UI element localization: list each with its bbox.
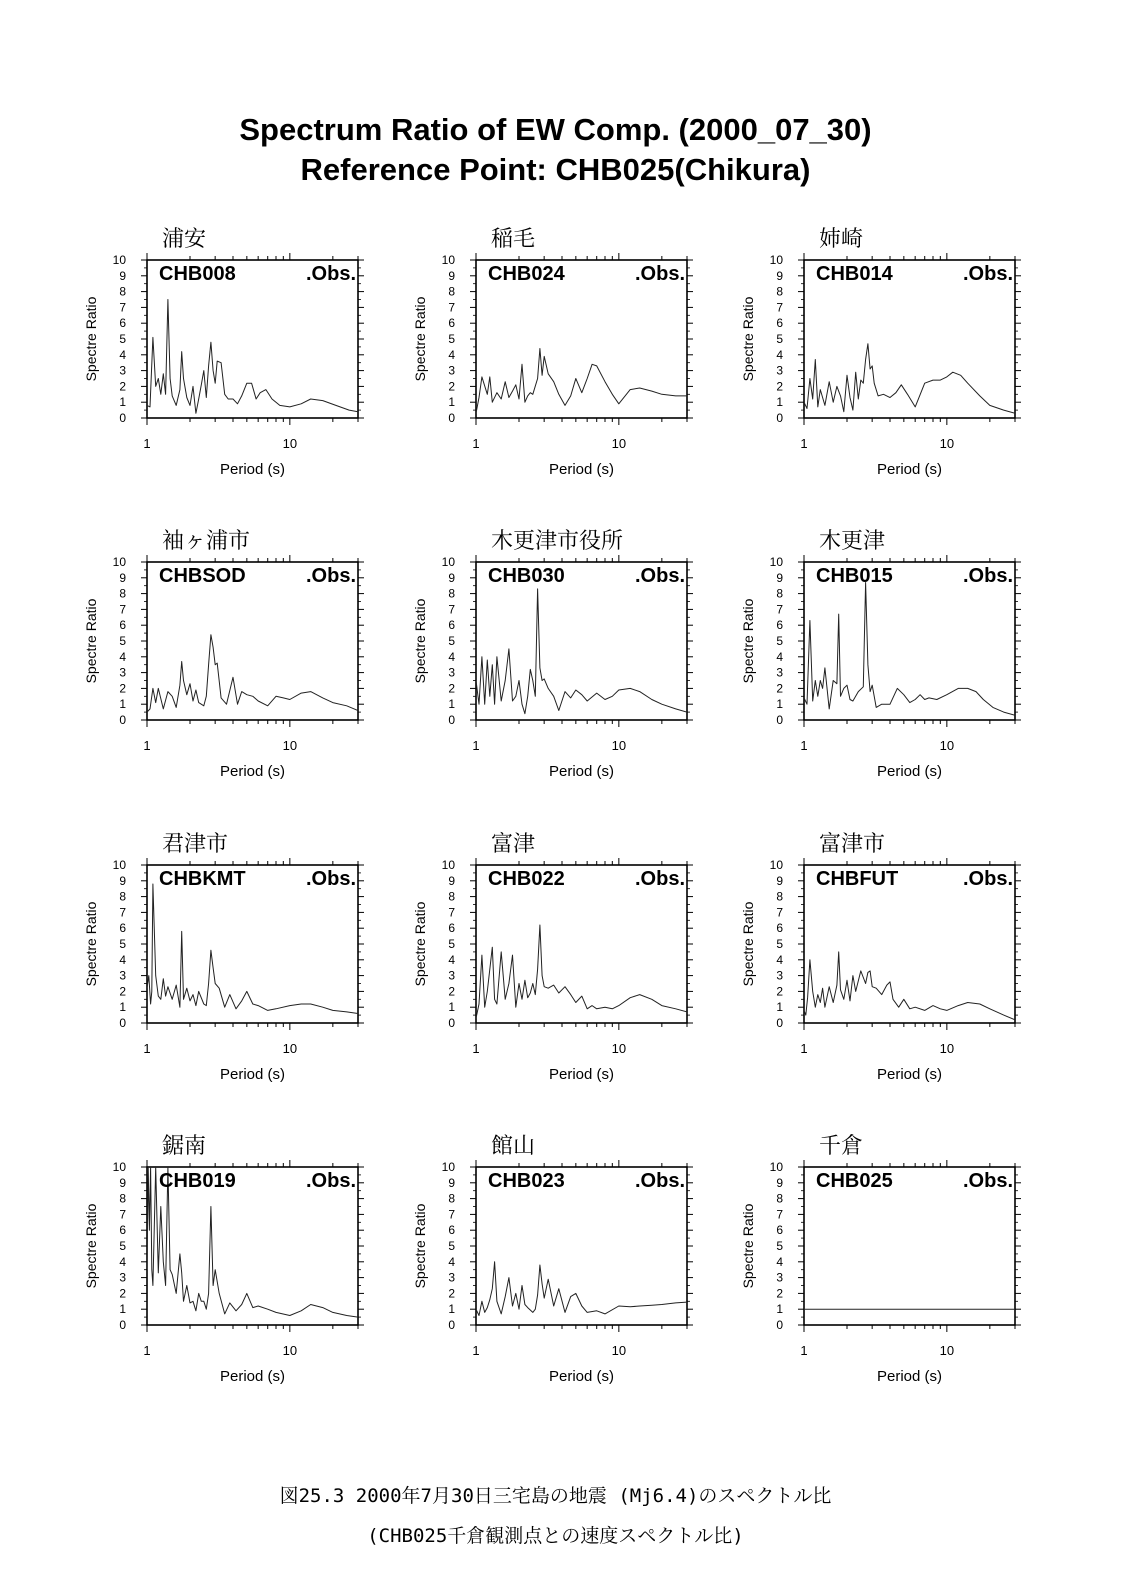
y-tick-label: 3 [448,665,455,680]
y-tick-label: 4 [776,347,783,362]
x-tick-label: 10 [611,436,627,451]
panel-place-name: 富津 [491,832,536,857]
station-code: CHB024 [488,263,565,285]
panel-place-name: 稲毛 [491,227,536,252]
y-axis-label: Spectre Ratio [412,296,428,382]
y-tick-label: 10 [769,253,783,267]
x-tick-label: 1 [143,738,151,753]
station-code: CHBKMT [159,868,246,890]
x-axis-label: Period (s) [219,1368,286,1385]
x-axis-label: Period (s) [219,763,286,780]
y-tick-label: 3 [448,968,455,983]
y-tick-label: 2 [776,379,783,394]
chart-panel [740,832,1021,1083]
chart-panel [740,227,1021,478]
y-axis-label: Spectre Ratio [83,1203,99,1289]
y-tick-label: 7 [776,1207,783,1222]
y-tick-label: 0 [119,1016,126,1030]
y-tick-label: 8 [448,1191,455,1206]
y-tick-label: 0 [448,713,455,727]
y-tick-label: 1 [119,697,126,712]
y-axis-label: Spectre Ratio [412,1203,428,1289]
x-axis-label: Period (s) [548,763,615,780]
chart-panel [412,832,693,1083]
y-tick-label: 6 [448,1223,455,1238]
y-tick-label: 7 [448,602,455,617]
chart-panel [412,529,693,780]
y-tick-label: 6 [119,618,126,633]
x-tick-label: 1 [472,738,480,753]
station-code: CHB025 [816,1170,893,1192]
x-axis-label: Period (s) [219,461,286,478]
y-tick-label: 1 [119,395,126,410]
y-tick-label: 4 [448,1254,455,1269]
y-tick-label: 9 [119,268,126,283]
y-tick-label: 9 [448,873,455,888]
spectrum-ratio-line [147,300,358,414]
x-tick-label: 1 [472,1343,480,1358]
x-tick-label: 1 [472,436,480,451]
x-axis-label: Period (s) [876,461,943,478]
y-tick-label: 1 [448,395,455,410]
y-tick-label: 7 [448,300,455,315]
y-tick-label: 4 [119,952,126,967]
y-tick-label: 9 [448,268,455,283]
y-tick-label: 3 [776,1270,783,1285]
y-tick-label: 4 [448,952,455,967]
y-tick-label: 6 [448,618,455,633]
y-tick-label: 2 [776,984,783,999]
obs-tag: .Obs. [305,565,356,587]
obs-tag: .Obs. [305,263,356,285]
chart-panel [740,1134,1021,1385]
y-tick-label: 8 [448,889,455,904]
y-tick-label: 8 [776,284,783,299]
y-axis-label: Spectre Ratio [740,598,756,684]
y-tick-label: 7 [448,905,455,920]
y-axis-label: Spectre Ratio [740,296,756,382]
x-tick-label: 1 [143,1041,151,1056]
y-axis-label: Spectre Ratio [83,901,99,987]
chart-panel [83,529,364,780]
y-tick-label: 10 [441,858,455,872]
y-tick-label: 5 [776,634,783,648]
y-tick-label: 7 [448,1207,455,1222]
y-tick-label: 7 [776,602,783,617]
y-tick-label: 4 [776,1254,783,1269]
obs-tag: .Obs. [305,868,356,890]
y-tick-label: 10 [441,555,455,569]
y-tick-label: 10 [769,555,783,569]
station-code: CHB008 [159,263,236,285]
station-code: CHB023 [488,1170,565,1192]
y-tick-label: 5 [119,332,126,346]
y-tick-label: 3 [776,968,783,983]
x-tick-label: 10 [282,1343,298,1358]
y-tick-label: 2 [448,681,455,696]
x-axis-label: Period (s) [876,1368,943,1385]
y-tick-label: 4 [119,649,126,664]
station-code: CHB015 [816,565,893,587]
y-tick-label: 3 [119,1270,126,1285]
y-tick-label: 1 [776,697,783,712]
y-tick-label: 1 [119,1000,126,1015]
title-line-1: Spectrum Ratio of EW Comp. (2000_07_30) [239,112,872,147]
y-tick-label: 6 [119,921,126,936]
y-tick-label: 6 [119,316,126,331]
y-tick-label: 5 [119,937,126,951]
obs-tag: .Obs. [634,868,685,890]
station-code: CHB030 [488,565,565,587]
y-axis-label: Spectre Ratio [83,598,99,684]
y-tick-label: 4 [448,347,455,362]
spectrum-ratio-line [147,884,358,1014]
panel-place-name: 千倉 [819,1134,864,1159]
y-tick-label: 7 [119,1207,126,1222]
y-tick-label: 0 [119,1318,126,1332]
y-tick-label: 9 [119,570,126,585]
y-tick-label: 1 [776,1000,783,1015]
y-tick-label: 6 [776,921,783,936]
y-tick-label: 4 [448,649,455,664]
figure-caption [0,1476,1111,1556]
station-code: CHBFUT [816,868,899,890]
y-tick-label: 10 [112,555,126,569]
y-tick-label: 10 [441,1160,455,1174]
y-tick-label: 8 [119,889,126,904]
y-axis-label: Spectre Ratio [412,901,428,987]
y-tick-label: 6 [448,316,455,331]
y-tick-label: 2 [119,681,126,696]
x-tick-label: 1 [472,1041,480,1056]
station-code: CHB022 [488,868,565,890]
y-tick-label: 4 [119,347,126,362]
y-tick-label: 10 [769,1160,783,1174]
x-tick-label: 1 [800,1041,808,1056]
y-tick-label: 10 [112,253,126,267]
y-tick-label: 6 [776,316,783,331]
y-tick-label: 0 [448,1318,455,1332]
y-tick-label: 4 [776,649,783,664]
y-tick-label: 3 [448,1270,455,1285]
y-tick-label: 9 [776,570,783,585]
y-tick-label: 2 [448,379,455,394]
chart-panel [412,227,693,478]
y-tick-label: 3 [776,665,783,680]
y-tick-label: 10 [112,1160,126,1174]
spectrum-ratio-line [476,589,687,714]
y-tick-label: 5 [448,634,455,648]
y-tick-label: 9 [448,1175,455,1190]
y-tick-label: 7 [776,300,783,315]
y-tick-label: 9 [119,1175,126,1190]
y-tick-label: 2 [448,1286,455,1301]
y-axis-label: Spectre Ratio [740,901,756,987]
station-code: CHB019 [159,1170,236,1192]
panel-place-name: 館山 [491,1134,536,1159]
y-tick-label: 8 [119,586,126,601]
x-tick-label: 10 [282,1041,298,1056]
x-tick-label: 10 [939,738,955,753]
obs-tag: .Obs. [634,565,685,587]
x-tick-label: 10 [611,1343,627,1358]
x-tick-label: 1 [800,1343,808,1358]
obs-tag: .Obs. [962,1170,1013,1192]
y-tick-label: 8 [776,1191,783,1206]
caption-line-1: 図25.3 2000年7月30日三宅島の地震 (Mj6.4)のスペクトル比 [279,1485,832,1507]
y-tick-label: 10 [769,858,783,872]
y-tick-label: 2 [448,984,455,999]
panel-place-name: 君津市 [162,832,229,857]
y-tick-label: 3 [119,665,126,680]
panel-place-name: 浦安 [162,227,207,252]
y-tick-label: 9 [448,570,455,585]
y-tick-label: 1 [119,1302,126,1317]
y-tick-label: 3 [119,363,126,378]
x-tick-label: 10 [939,1041,955,1056]
spectrum-ratio-line [476,925,687,1018]
panel-place-name: 富津市 [819,832,886,857]
y-tick-label: 0 [776,1318,783,1332]
y-tick-label: 0 [119,411,126,425]
caption-line-2: (CHB025千倉観測点との速度スペクトル比) [367,1525,744,1547]
obs-tag: .Obs. [962,868,1013,890]
y-axis-label: Spectre Ratio [740,1203,756,1289]
y-tick-label: 9 [776,1175,783,1190]
x-axis-label: Period (s) [876,763,943,780]
title-line-2: Reference Point: CHB025(Chikura) [300,152,811,187]
x-axis-label: Period (s) [219,1066,286,1083]
y-tick-label: 6 [119,1223,126,1238]
obs-tag: .Obs. [634,263,685,285]
x-axis-label: Period (s) [876,1066,943,1083]
y-tick-label: 1 [776,395,783,410]
x-axis-label: Period (s) [548,1368,615,1385]
y-tick-label: 6 [448,921,455,936]
y-tick-label: 5 [776,937,783,951]
y-tick-label: 10 [112,858,126,872]
y-tick-label: 0 [776,411,783,425]
y-tick-label: 1 [448,697,455,712]
y-tick-label: 5 [448,332,455,346]
panel-place-name: 鋸南 [162,1134,207,1159]
spectrum-ratio-line [476,349,687,414]
y-tick-label: 3 [448,363,455,378]
panel-place-name: 姉崎 [819,227,864,252]
y-tick-label: 5 [776,332,783,346]
chart-panel [412,1134,693,1385]
y-tick-label: 5 [448,1239,455,1253]
x-axis-label: Period (s) [548,461,615,478]
y-tick-label: 9 [119,873,126,888]
y-tick-label: 2 [119,379,126,394]
x-tick-label: 1 [800,738,808,753]
y-tick-label: 0 [776,1016,783,1030]
y-tick-label: 1 [448,1302,455,1317]
chart-panel [83,1134,364,1385]
spectrum-ratio-line [476,1262,687,1316]
x-tick-label: 1 [143,436,151,451]
x-tick-label: 10 [939,436,955,451]
obs-tag: .Obs. [305,1170,356,1192]
spectrum-ratio-line [147,635,358,712]
y-tick-label: 4 [119,1254,126,1269]
y-tick-label: 6 [776,618,783,633]
y-axis-label: Spectre Ratio [412,598,428,684]
y-tick-label: 0 [448,1016,455,1030]
chart-panel [740,529,1021,780]
y-tick-label: 5 [448,937,455,951]
y-tick-label: 5 [119,634,126,648]
panel-place-name: 木更津市役所 [491,529,624,554]
y-tick-label: 2 [119,984,126,999]
station-code: CHBSOD [159,565,246,587]
y-tick-label: 2 [119,1286,126,1301]
x-tick-label: 10 [611,1041,627,1056]
y-tick-label: 0 [119,713,126,727]
x-tick-label: 10 [939,1343,955,1358]
obs-tag: .Obs. [962,565,1013,587]
chart-panel [83,832,364,1083]
station-code: CHB014 [816,263,893,285]
y-tick-label: 3 [776,363,783,378]
x-tick-label: 10 [611,738,627,753]
x-tick-label: 10 [282,738,298,753]
spectrum-ratio-line [804,344,1015,414]
y-tick-label: 9 [776,873,783,888]
x-tick-label: 1 [143,1343,151,1358]
y-axis-label: Spectre Ratio [83,296,99,382]
y-tick-label: 8 [776,889,783,904]
x-axis-label: Period (s) [548,1066,615,1083]
y-tick-label: 7 [776,905,783,920]
y-tick-label: 3 [119,968,126,983]
spectrum-ratio-line [804,583,1015,716]
y-tick-label: 2 [776,681,783,696]
y-tick-label: 0 [776,713,783,727]
y-tick-label: 7 [119,300,126,315]
y-tick-label: 8 [119,1191,126,1206]
y-tick-label: 10 [441,253,455,267]
chart-panel [83,227,364,478]
obs-tag: .Obs. [634,1170,685,1192]
obs-tag: .Obs. [962,263,1013,285]
y-tick-label: 9 [776,268,783,283]
y-tick-label: 8 [776,586,783,601]
x-tick-label: 1 [800,436,808,451]
y-tick-label: 6 [776,1223,783,1238]
y-tick-label: 2 [776,1286,783,1301]
y-tick-label: 5 [776,1239,783,1253]
y-tick-label: 0 [448,411,455,425]
y-tick-label: 1 [448,1000,455,1015]
panel-place-name: 木更津 [819,529,886,554]
y-tick-label: 8 [448,284,455,299]
spectrum-ratio-line [804,952,1015,1020]
y-tick-label: 8 [119,284,126,299]
y-tick-label: 5 [119,1239,126,1253]
y-tick-label: 7 [119,905,126,920]
y-tick-label: 4 [776,952,783,967]
x-tick-label: 10 [282,436,298,451]
y-tick-label: 7 [119,602,126,617]
y-tick-label: 1 [776,1302,783,1317]
y-tick-label: 8 [448,586,455,601]
panel-place-name: 袖ヶ浦市 [162,529,251,554]
